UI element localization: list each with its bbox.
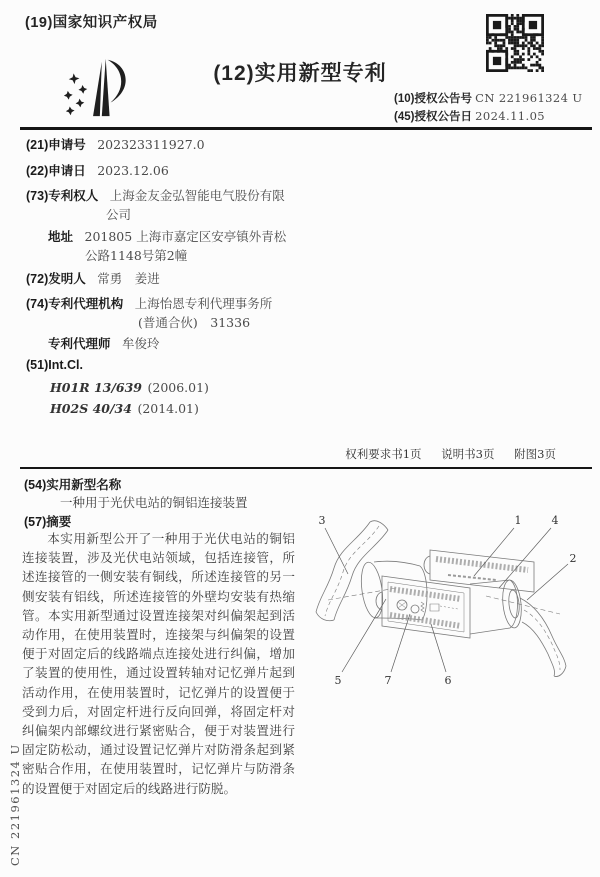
address-row-cont: 公路1148号第2幢 (85, 248, 188, 263)
figure-label-2: 2 (569, 552, 577, 565)
agency-row: (74)专利代理机构 上海怡恩专利代理事务所 (26, 296, 273, 311)
figure-label-4: 4 (551, 514, 559, 527)
figure-label-6: 6 (444, 674, 452, 687)
agent-row: 专利代理师 牟俊玲 (48, 336, 160, 351)
pages-summary (329, 446, 556, 462)
figure-1-drawing (298, 502, 598, 714)
agency-row-cont: (普通合伙) 31336 (138, 315, 251, 330)
pub-no-label: (10)授权公告号 (394, 93, 472, 105)
address-row: 地址 201805 上海市嘉定区安亭镇外青松 (48, 229, 287, 244)
publication-date-row (394, 108, 545, 124)
claims-pages: 权利要求书1页 (345, 447, 422, 461)
document-type-title: (12)实用新型专利 (213, 62, 387, 85)
invention-title: 一种用于光伏电站的铜铝连接装置 (60, 495, 248, 510)
figure-label-1: 1 (514, 514, 522, 527)
figure-label-7: 7 (384, 674, 392, 687)
intcl-class-2: H02S 40/34 (2014.01) (50, 401, 199, 416)
publication-number-row (394, 90, 582, 106)
application-number-row: (21)申请号 202323311927.0 (26, 137, 205, 152)
figure-label-3: 3 (318, 514, 326, 527)
title-section-label: (54)实用新型名称 (24, 478, 122, 492)
intcl-row: (51)Int.Cl. (26, 358, 83, 372)
figure-label-5: 5 (334, 674, 342, 687)
pub-no-value: CN 221961324 U (475, 91, 583, 105)
abstract-section-label: (57)摘要 (24, 515, 72, 529)
header-rule (20, 127, 592, 130)
inventors-row: (72)发明人 常勇 姜进 (26, 271, 160, 286)
body-rule (20, 467, 592, 469)
office-name: (19)国家知识产权局 (25, 15, 158, 31)
intcl-class-1: H01R 13/639 (2006.01) (50, 380, 209, 395)
figures-pages: 附图3页 (514, 447, 556, 461)
application-date-row: (22)申请日 2023.12.06 (26, 163, 169, 178)
side-publication-code: CN 221961324 U (8, 743, 22, 866)
description-pages: 说明书3页 (441, 447, 495, 461)
pub-date-value: 2024.11.05 (475, 109, 546, 123)
patentee-row-cont: 公司 (106, 207, 132, 222)
abstract-text: 本实用新型公开了一种用于光伏电站的铜铝连接装置，涉及光伏电站领域，包括连接管，所述连接管的一侧安装有铜线，所述连接管的另一侧安装有铝线，所述连接管的外壁均安装有热缩管。本实用新型通过设置连接架对纠偏架起到活动作用，在使用装置时，连接架与纠偏架的设置便于对固定后的线路端点连接处进行纠偏，增加了装置的使用性，通过设置转轴对记忆弹片起到活动作用，在使用装置时，记忆弹片的设置便于受到力后，对固定杆进行反向回弹，将固定杆对纠偏架内部螺纹进行紧密贴合，便于对装置进行固定防松动，通过设置记忆弹片对防滑条起到紧密贴合作用，在使用装置时，记忆弹片与防滑条的设置便于对固定后的线路进行防脱。 (22, 531, 295, 796)
pub-date-label: (45)授权公告日 (394, 111, 472, 123)
patentee-row: (73)专利权人 上海金友金弘智能电气股份有限 (26, 188, 285, 203)
